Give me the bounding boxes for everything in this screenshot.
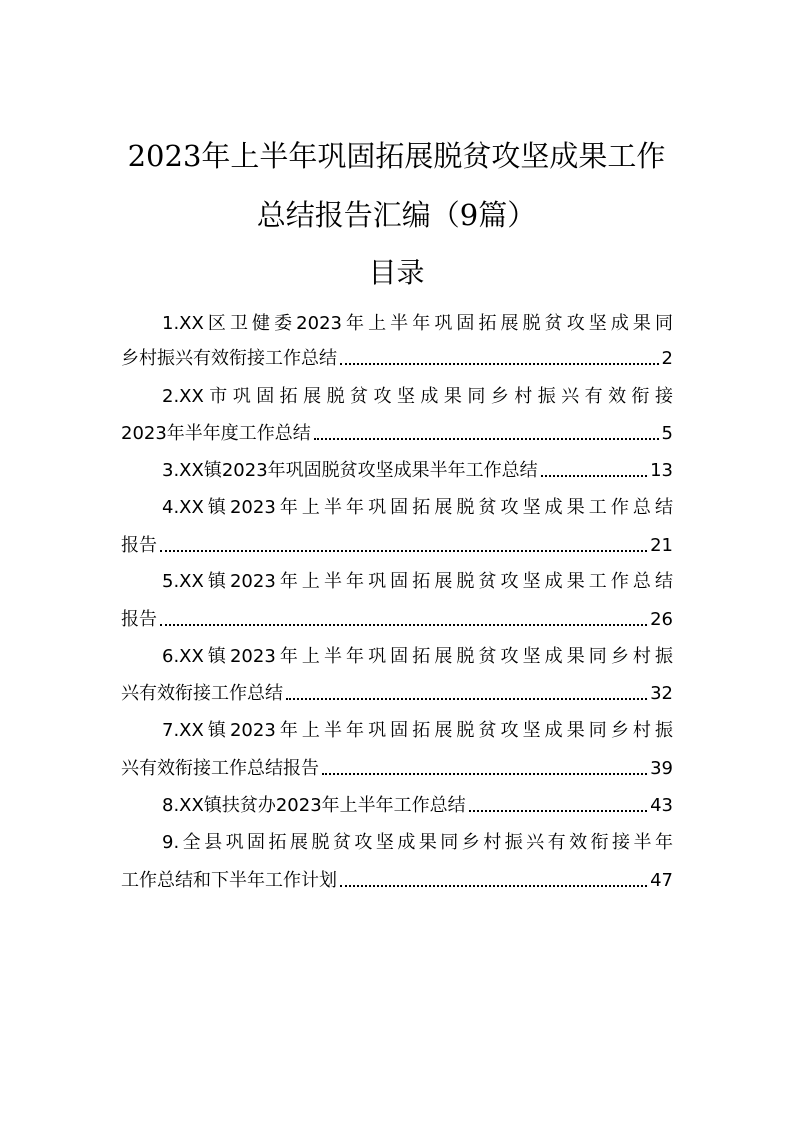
toc-dot-leader — [340, 885, 647, 887]
toc-entry-5-line-1[interactable]: 5.XX镇2023年上半年巩固拓展脱贫攻坚成果工作总结 — [162, 571, 673, 592]
toc-entry-2-line-1[interactable]: 2.XX市巩固拓展脱贫攻坚成果同乡村振兴有效衔接 — [162, 386, 673, 407]
toc-entry-1-text: 乡村振兴有效衔接工作总结 — [121, 348, 337, 369]
toc-entry-2-line-2[interactable] — [121, 419, 673, 449]
toc-entry-3-page: 13 — [650, 460, 673, 481]
toc-dot-leader — [314, 438, 659, 440]
toc-entry-5-line-2[interactable] — [121, 605, 673, 635]
toc-entry-7-page: 39 — [650, 758, 673, 779]
toc-entry-1-page: 2 — [661, 348, 673, 369]
toc-entry-2-text: 2023年半年度工作总结 — [121, 423, 311, 444]
toc-dot-leader — [541, 475, 647, 477]
toc-entry-6-line-1[interactable]: 6.XX镇2023年上半年巩固拓展脱贫攻坚成果同乡村振 — [162, 646, 673, 667]
toc-entry-6-line-2[interactable] — [121, 679, 673, 709]
toc-entry-2-page: 5 — [661, 423, 673, 444]
toc-entry-9-text: 工作总结和下半年工作计划 — [121, 870, 337, 891]
toc-entry-7-line-1[interactable]: 7.XX镇2023年上半年巩固拓展脱贫攻坚成果同乡村振 — [162, 720, 673, 741]
toc-heading: 目录 — [368, 256, 425, 289]
toc-dot-leader — [160, 550, 647, 552]
document-title-line-2: 总结报告汇编（9篇） — [256, 198, 537, 232]
toc-entry-6-text: 兴有效衔接工作总结 — [121, 683, 283, 704]
toc-dot-leader — [340, 363, 659, 365]
toc-entry-4-line-2[interactable] — [121, 531, 673, 561]
toc-entry-4-text: 报告 — [121, 535, 157, 556]
toc-entry-1-line-1[interactable]: 1.XX区卫健委2023年上半年巩固拓展脱贫攻坚成果同 — [162, 313, 673, 334]
toc-entry-1-line-2[interactable] — [121, 344, 673, 374]
toc-dot-leader — [160, 624, 647, 626]
toc-entry-8-text: 8.XX镇扶贫办2023年上半年工作总结 — [162, 795, 466, 816]
toc-entry-7-text: 兴有效衔接工作总结报告 — [121, 758, 319, 779]
toc-entry-8-page: 43 — [650, 795, 673, 816]
toc-entry-6-page: 32 — [650, 683, 673, 704]
toc-dot-leader — [286, 698, 647, 700]
toc-entry-4-line-1[interactable]: 4.XX镇2023年上半年巩固拓展脱贫攻坚成果工作总结 — [162, 497, 673, 518]
toc-entry-3-line-1[interactable] — [162, 456, 673, 486]
toc-entry-9-line-1[interactable]: 9.全县巩固拓展脱贫攻坚成果同乡村振兴有效衔接半年 — [162, 832, 673, 853]
toc-entry-9-page: 47 — [650, 870, 673, 891]
toc-entry-4-page: 21 — [650, 535, 673, 556]
toc-dot-leader — [322, 773, 647, 775]
toc-entry-7-line-2[interactable] — [121, 754, 673, 784]
document-title-line-1: 2023年上半年巩固拓展脱贫攻坚成果工作 — [127, 139, 666, 173]
toc-entry-9-line-2[interactable] — [121, 866, 673, 896]
toc-entry-5-text: 报告 — [121, 609, 157, 630]
toc-entry-5-page: 26 — [650, 609, 673, 630]
toc-entry-3-text: 3.XX镇2023年巩固脱贫攻坚成果半年工作总结 — [162, 460, 538, 481]
toc-entry-8-line-1[interactable] — [162, 791, 673, 821]
toc-dot-leader — [469, 810, 647, 812]
